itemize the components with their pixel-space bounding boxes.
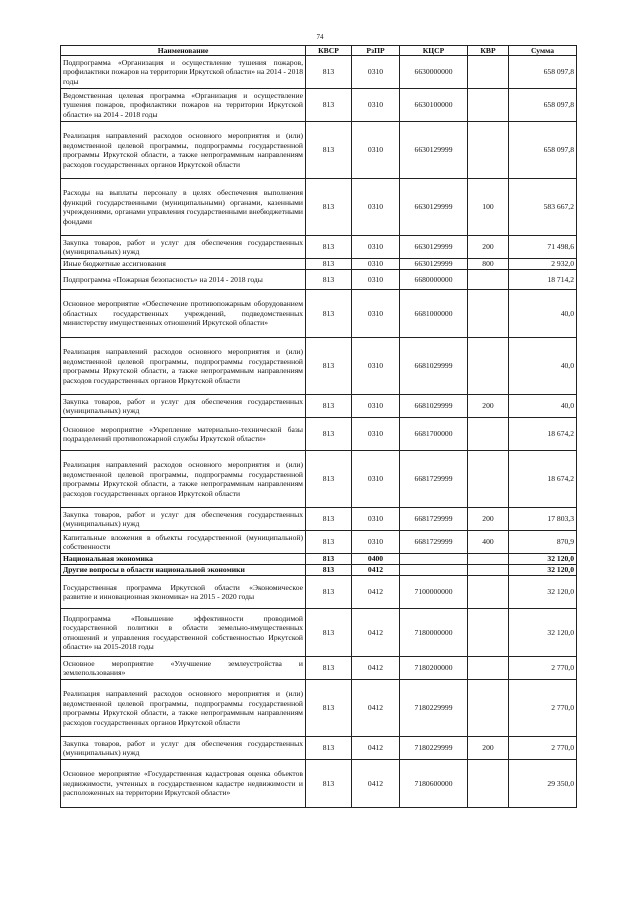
cell-sum: 17 803,3 bbox=[509, 508, 577, 531]
cell-name: Основное мероприятие «Государственная кадастровая оценка объектов недвижимости, учтенных в государственном кадастре недвижимости и расположенных на территории Иркутской области» bbox=[61, 760, 306, 808]
cell-name: Ведомственная целевая программа «Организация и осуществление тушения пожаров, профилактики пожаров на территории Иркутской области» на 2014 - 2018 годы bbox=[61, 89, 306, 122]
cell-sum: 18 674,2 bbox=[509, 418, 577, 451]
cell-kvsr: 813 bbox=[306, 531, 352, 554]
cell-kcsr: 6681700000 bbox=[400, 418, 468, 451]
cell-sum: 32 120,0 bbox=[509, 576, 577, 609]
cell-sum: 18 674,2 bbox=[509, 451, 577, 508]
cell-kcsr: 7180229999 bbox=[400, 680, 468, 737]
cell-kvr: 200 bbox=[468, 236, 509, 259]
table-row bbox=[61, 737, 577, 760]
cell-kvsr: 813 bbox=[306, 395, 352, 418]
cell-kcsr bbox=[400, 554, 468, 565]
cell-rzpr: 0412 bbox=[352, 680, 400, 737]
cell-rzpr: 0310 bbox=[352, 418, 400, 451]
cell-sum: 71 498,6 bbox=[509, 236, 577, 259]
cell-name: Закупка товаров, работ и услуг для обеспечения государственных (муниципальных) нужд bbox=[61, 508, 306, 531]
header-kcsr: КЦСР bbox=[400, 46, 468, 56]
cell-name: Реализация направлений расходов основного мероприятия и (или) ведомственной целевой программы, подпрограммы государственной программы Иркутской области, а также непрограммным направлениям расходов государственных органов Иркутской области bbox=[61, 680, 306, 737]
table-row bbox=[61, 508, 577, 531]
cell-kvr bbox=[468, 760, 509, 808]
cell-sum: 2 770,0 bbox=[509, 680, 577, 737]
cell-kcsr: 6681000000 bbox=[400, 290, 468, 338]
cell-kvsr: 813 bbox=[306, 760, 352, 808]
cell-kvr bbox=[468, 657, 509, 680]
cell-kvr bbox=[468, 89, 509, 122]
cell-kcsr: 6681729999 bbox=[400, 531, 468, 554]
cell-kvsr: 813 bbox=[306, 508, 352, 531]
cell-name: Расходы на выплаты персоналу в целях обеспечения выполнения функций государственными (муниципальными) органами, казенными учреждениями, органами управления государственными внебюджетными фондами bbox=[61, 179, 306, 236]
cell-kvr: 200 bbox=[468, 395, 509, 418]
cell-rzpr: 0412 bbox=[352, 576, 400, 609]
cell-kcsr: 7180229999 bbox=[400, 737, 468, 760]
cell-kvr: 400 bbox=[468, 531, 509, 554]
cell-kvsr: 813 bbox=[306, 418, 352, 451]
cell-kvr bbox=[468, 290, 509, 338]
cell-kvsr: 813 bbox=[306, 609, 352, 657]
cell-name: Реализация направлений расходов основного мероприятия и (или) ведомственной целевой программы, подпрограммы государственной программы Иркутской области, а также непрограммным направлениям расходов государственных органов Иркутской области bbox=[61, 451, 306, 508]
cell-kvr: 100 bbox=[468, 179, 509, 236]
cell-kcsr: 6630129999 bbox=[400, 236, 468, 259]
cell-name: Иные бюджетные ассигнования bbox=[61, 259, 306, 270]
cell-kvsr: 813 bbox=[306, 737, 352, 760]
cell-name: Реализация направлений расходов основного мероприятия и (или) ведомственной целевой программы, подпрограммы государственной программы Иркутской области, а также непрограммным направлениям расходов государственных органов Иркутской области bbox=[61, 122, 306, 179]
table-row bbox=[61, 418, 577, 451]
table-row bbox=[61, 290, 577, 338]
cell-kcsr: 6630129999 bbox=[400, 179, 468, 236]
cell-kvr: 200 bbox=[468, 737, 509, 760]
cell-rzpr: 0310 bbox=[352, 56, 400, 89]
cell-name: Реализация направлений расходов основного мероприятия и (или) ведомственной целевой программы, подпрограммы государственной программы Иркутской области, а также непрограммным направлениям расходов государственных органов Иркутской области bbox=[61, 338, 306, 395]
cell-kvr bbox=[468, 554, 509, 565]
cell-kvsr: 813 bbox=[306, 576, 352, 609]
cell-kvr bbox=[468, 270, 509, 290]
cell-kvsr: 813 bbox=[306, 451, 352, 508]
cell-rzpr: 0310 bbox=[352, 270, 400, 290]
table-row bbox=[61, 531, 577, 554]
table-row bbox=[61, 270, 577, 290]
cell-rzpr: 0310 bbox=[352, 451, 400, 508]
cell-sum: 2 932,0 bbox=[509, 259, 577, 270]
cell-rzpr: 0310 bbox=[352, 89, 400, 122]
table-row bbox=[61, 259, 577, 270]
cell-kvsr: 813 bbox=[306, 89, 352, 122]
cell-name: Национальная экономика bbox=[61, 554, 306, 565]
table-row bbox=[61, 554, 577, 565]
cell-kvr bbox=[468, 609, 509, 657]
table-row bbox=[61, 89, 577, 122]
cell-kcsr: 6681029999 bbox=[400, 338, 468, 395]
cell-kcsr: 6630000000 bbox=[400, 56, 468, 89]
cell-kcsr: 7180000000 bbox=[400, 609, 468, 657]
cell-sum: 32 120,0 bbox=[509, 554, 577, 565]
cell-rzpr: 0412 bbox=[352, 565, 400, 576]
cell-kvr: 200 bbox=[468, 508, 509, 531]
cell-rzpr: 0412 bbox=[352, 760, 400, 808]
cell-kvr bbox=[468, 451, 509, 508]
page-number: 74 bbox=[316, 33, 324, 41]
cell-name: Закупка товаров, работ и услуг для обеспечения государственных (муниципальных) нужд bbox=[61, 236, 306, 259]
cell-kvr bbox=[468, 565, 509, 576]
table-row bbox=[61, 451, 577, 508]
cell-name: Закупка товаров, работ и услуг для обеспечения государственных (муниципальных) нужд bbox=[61, 395, 306, 418]
cell-sum: 29 350,0 bbox=[509, 760, 577, 808]
table-row bbox=[61, 760, 577, 808]
table-header-row bbox=[61, 46, 577, 56]
cell-kcsr: 6630129999 bbox=[400, 259, 468, 270]
cell-rzpr: 0310 bbox=[352, 508, 400, 531]
header-kvsr: КВСР bbox=[306, 46, 352, 56]
cell-kvsr: 813 bbox=[306, 259, 352, 270]
cell-kvsr: 813 bbox=[306, 179, 352, 236]
table-row bbox=[61, 122, 577, 179]
cell-sum: 32 120,0 bbox=[509, 609, 577, 657]
cell-rzpr: 0310 bbox=[352, 395, 400, 418]
cell-kvsr: 813 bbox=[306, 680, 352, 737]
cell-kvr bbox=[468, 122, 509, 179]
cell-name: Государственная программа Иркутской области «Экономическое развитие и инновационная экономика» на 2015 - 2020 годы bbox=[61, 576, 306, 609]
cell-rzpr: 0310 bbox=[352, 531, 400, 554]
cell-name: Закупка товаров, работ и услуг для обеспечения государственных (муниципальных) нужд bbox=[61, 737, 306, 760]
cell-kvsr: 813 bbox=[306, 56, 352, 89]
table-row bbox=[61, 657, 577, 680]
cell-sum: 658 097,8 bbox=[509, 56, 577, 89]
cell-kvsr: 813 bbox=[306, 565, 352, 576]
cell-kvsr: 813 bbox=[306, 290, 352, 338]
cell-kcsr: 6630100000 bbox=[400, 89, 468, 122]
cell-sum: 18 714,2 bbox=[509, 270, 577, 290]
cell-sum: 2 770,0 bbox=[509, 657, 577, 680]
cell-name: Подпрограмма «Повышение эффективности проводимой государственной политики в области земельно-имущественных отношений и управления государственной собственностью Иркутской области» на 2015-2018 годы bbox=[61, 609, 306, 657]
table-row bbox=[61, 576, 577, 609]
cell-kcsr: 6630129999 bbox=[400, 122, 468, 179]
cell-kvr bbox=[468, 680, 509, 737]
cell-sum: 583 667,2 bbox=[509, 179, 577, 236]
cell-name: Подпрограмма «Организация и осуществление тушения пожаров, профилактики пожаров на территории Иркутской области» на 2014 - 2018 годы bbox=[61, 56, 306, 89]
cell-sum: 40,0 bbox=[509, 290, 577, 338]
cell-rzpr: 0310 bbox=[352, 179, 400, 236]
cell-name: Подпрограмма «Пожарная безопасность» на 2014 - 2018 годы bbox=[61, 270, 306, 290]
cell-kcsr: 7180600000 bbox=[400, 760, 468, 808]
cell-kvr bbox=[468, 338, 509, 395]
cell-sum: 658 097,8 bbox=[509, 122, 577, 179]
table-row bbox=[61, 236, 577, 259]
cell-kcsr bbox=[400, 565, 468, 576]
header-rzpr: РзПР bbox=[352, 46, 400, 56]
budget-table bbox=[60, 45, 577, 808]
cell-name: Основное мероприятие «Улучшение землеустройства и землепользования» bbox=[61, 657, 306, 680]
header-kvr: КВР bbox=[468, 46, 509, 56]
cell-kcsr: 6680000000 bbox=[400, 270, 468, 290]
cell-kcsr: 6681729999 bbox=[400, 508, 468, 531]
cell-name: Другие вопросы в области национальной экономики bbox=[61, 565, 306, 576]
cell-rzpr: 0400 bbox=[352, 554, 400, 565]
table-row bbox=[61, 609, 577, 657]
cell-kvsr: 813 bbox=[306, 554, 352, 565]
cell-sum: 40,0 bbox=[509, 395, 577, 418]
cell-kcsr: 6681729999 bbox=[400, 451, 468, 508]
cell-kvsr: 813 bbox=[306, 338, 352, 395]
header-sum: Сумма bbox=[509, 46, 577, 56]
table-row bbox=[61, 565, 577, 576]
cell-name: Основное мероприятие «Обеспечение противопожарным оборудованием областных государственных учреждений, подведомственных министерству имущественных отношений Иркутской области» bbox=[61, 290, 306, 338]
cell-sum: 658 097,8 bbox=[509, 89, 577, 122]
cell-name: Капитальные вложения в объекты государственной (муниципальной) собственности bbox=[61, 531, 306, 554]
table-body bbox=[61, 56, 577, 808]
table-row bbox=[61, 56, 577, 89]
cell-kvr bbox=[468, 56, 509, 89]
cell-rzpr: 0412 bbox=[352, 737, 400, 760]
header-name: Наименование bbox=[61, 46, 306, 56]
cell-sum: 2 770,0 bbox=[509, 737, 577, 760]
cell-rzpr: 0310 bbox=[352, 290, 400, 338]
cell-kvsr: 813 bbox=[306, 657, 352, 680]
table-row bbox=[61, 179, 577, 236]
cell-name: Основное мероприятие «Укрепление материально-технической базы подразделений противопожарной службы Иркутской области» bbox=[61, 418, 306, 451]
cell-kvsr: 813 bbox=[306, 270, 352, 290]
cell-kvr bbox=[468, 418, 509, 451]
cell-sum: 870,9 bbox=[509, 531, 577, 554]
cell-kvr bbox=[468, 576, 509, 609]
cell-kcsr: 7100000000 bbox=[400, 576, 468, 609]
cell-kcsr: 7180200000 bbox=[400, 657, 468, 680]
cell-kvsr: 813 bbox=[306, 236, 352, 259]
table-row bbox=[61, 395, 577, 418]
cell-sum: 40,0 bbox=[509, 338, 577, 395]
cell-kvsr: 813 bbox=[306, 122, 352, 179]
cell-rzpr: 0310 bbox=[352, 122, 400, 179]
cell-rzpr: 0310 bbox=[352, 236, 400, 259]
cell-sum: 32 120,0 bbox=[509, 565, 577, 576]
table-row bbox=[61, 680, 577, 737]
cell-kcsr: 6681029999 bbox=[400, 395, 468, 418]
cell-rzpr: 0412 bbox=[352, 609, 400, 657]
cell-rzpr: 0310 bbox=[352, 259, 400, 270]
cell-rzpr: 0310 bbox=[352, 338, 400, 395]
table-row bbox=[61, 338, 577, 395]
cell-kvr: 800 bbox=[468, 259, 509, 270]
cell-rzpr: 0412 bbox=[352, 657, 400, 680]
